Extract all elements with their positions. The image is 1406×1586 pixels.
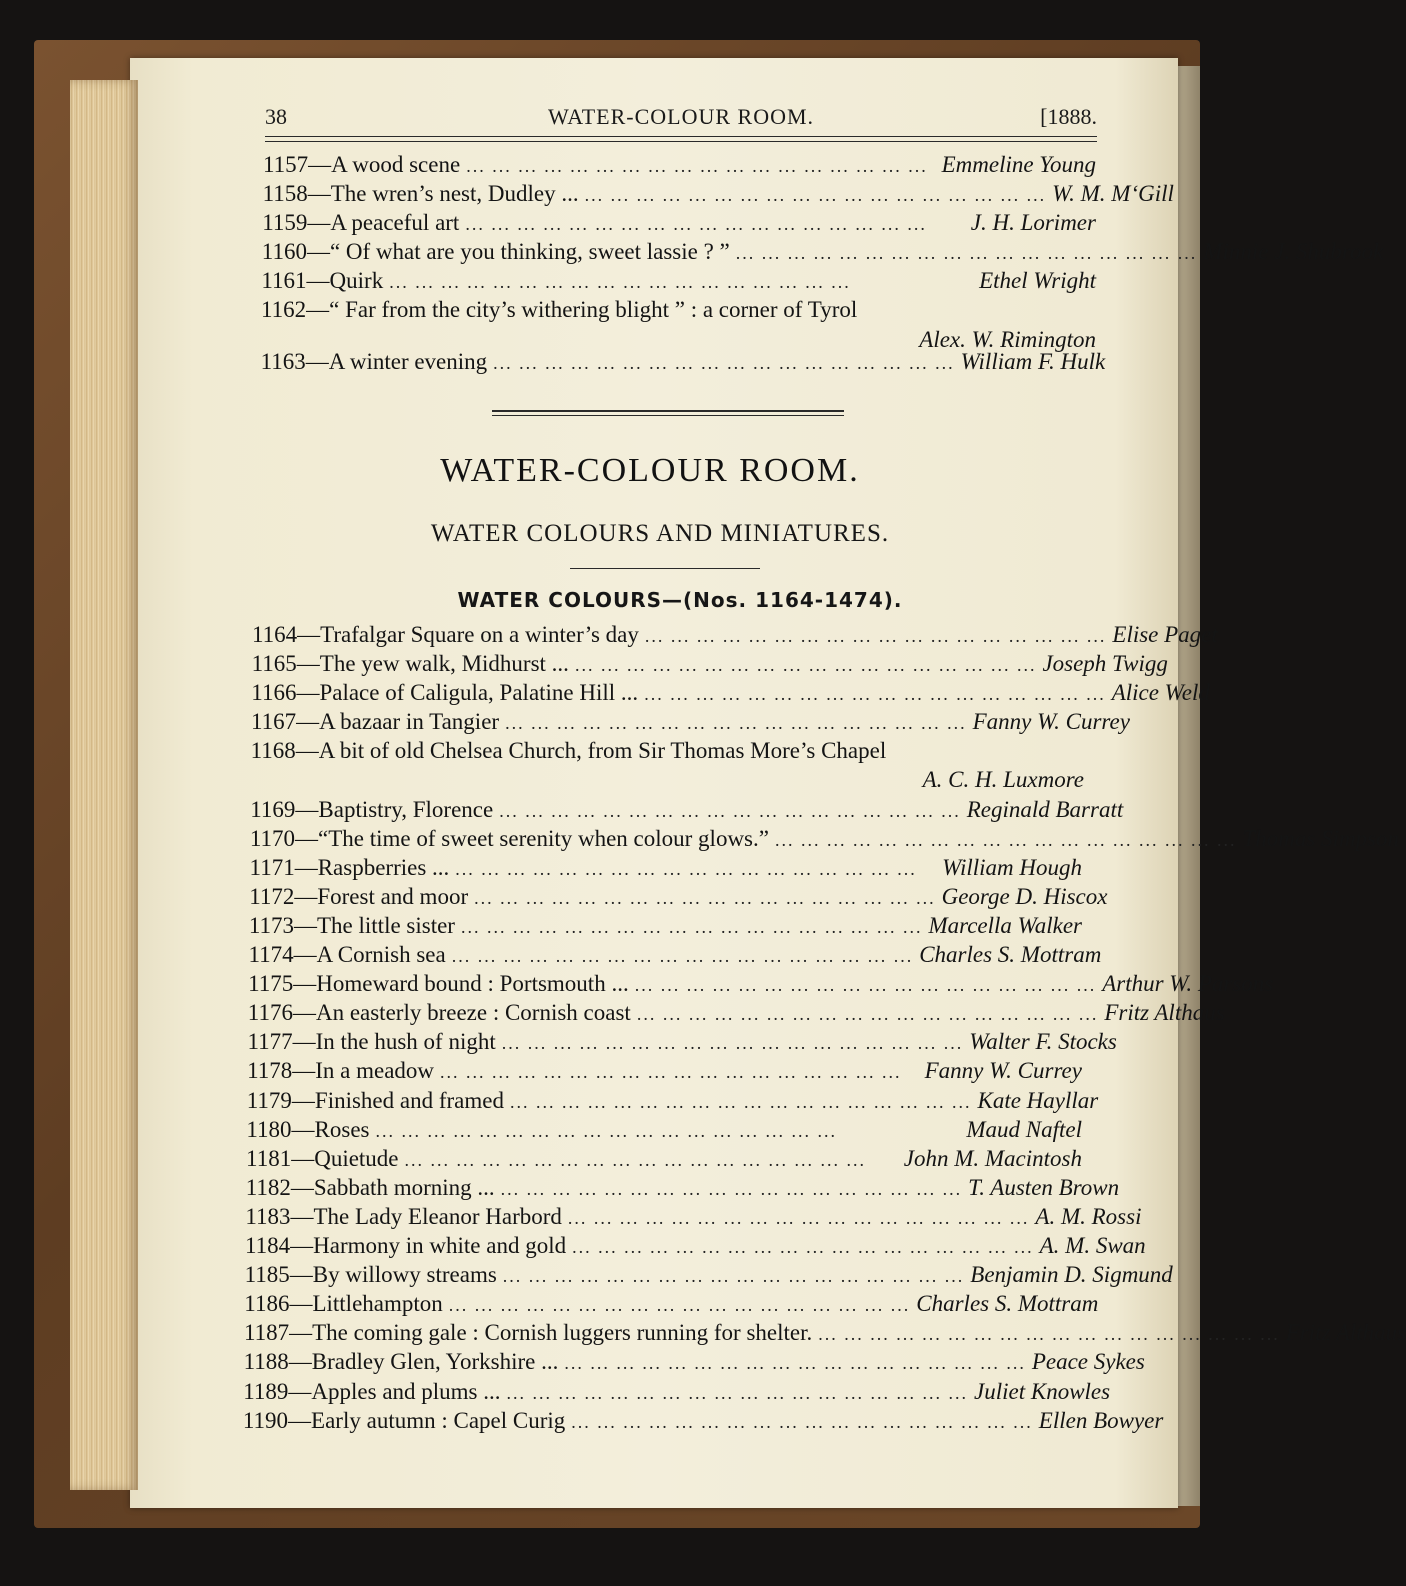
entry-artist: Elise Paget bbox=[1112, 622, 1218, 647]
entry-title: The Lady Eleanor Harbord bbox=[313, 1203, 562, 1229]
entry-dash: — bbox=[288, 1349, 312, 1375]
entry-title: The wren’s nest, Dudley ... bbox=[330, 181, 579, 206]
entry-number: 1184 bbox=[245, 1233, 291, 1258]
entry-number: 1190 bbox=[242, 1407, 289, 1433]
leader-dots: ... ... ... ... ... ... ... ... ... ... ... ... ... ... ... ... ... ... bbox=[493, 353, 955, 373]
entry-artist: Benjamin D. Sigmund bbox=[970, 1262, 1173, 1288]
entry-title: Baptistry, Florence bbox=[318, 796, 494, 822]
entry-title: A Cornish sea bbox=[316, 942, 446, 967]
entry-number: 1178 bbox=[247, 1058, 293, 1084]
catalogue-entry bbox=[246, 1144, 1082, 1174]
entry-artist: Peace Sykes bbox=[1031, 1349, 1145, 1375]
entry-number: 1183 bbox=[245, 1203, 291, 1229]
entry-number: 1185 bbox=[244, 1262, 290, 1288]
entry-number: 1165 bbox=[251, 651, 297, 677]
entry-artist: John M. Macintosh bbox=[903, 1145, 1082, 1171]
catalogue-entry bbox=[250, 707, 1130, 737]
catalogue-entry bbox=[249, 882, 1108, 912]
entry-number: 1161 bbox=[261, 268, 307, 293]
leader-dots: ... ... ... ... ... ... ... ... ... ... ... ... ... ... ... ... ... ... bbox=[502, 1266, 965, 1287]
entry-artist: Reginald Barratt bbox=[966, 796, 1124, 822]
subtitle-rule bbox=[570, 568, 760, 569]
entry-artist: Arthur W. Parsons bbox=[1102, 971, 1274, 997]
leader-dots: ... ... ... ... ... ... ... ... ... ... ... ... ... ... ... ... ... ... bbox=[567, 1207, 1030, 1228]
leader-dots: ... ... ... ... ... ... ... ... ... ... ... ... ... ... ... ... ... ... bbox=[451, 946, 914, 966]
entry-number: 1186 bbox=[244, 1291, 290, 1317]
catalogue-entry bbox=[247, 1056, 1082, 1086]
entry-title: Homeward bound : Portsmouth ... bbox=[316, 971, 629, 997]
leader-dots: ... ... ... ... ... ... ... ... ... ... ... ... ... ... ... ... ... ... bbox=[564, 1353, 1026, 1374]
entry-dash: — bbox=[305, 349, 329, 374]
catalogue-entry bbox=[261, 266, 1096, 296]
entry-dash: — bbox=[295, 825, 319, 851]
entry-artist: Charles S. Mottram bbox=[919, 942, 1102, 967]
entry-artist: Marcella Walker bbox=[928, 912, 1082, 938]
entry-artist: William F. Hulk bbox=[960, 349, 1106, 374]
entry-artist: Ellen Bowyer bbox=[1038, 1407, 1164, 1433]
catalogue-entry bbox=[248, 969, 1274, 999]
entry-title: Trafalgar Square on a winter’s day bbox=[320, 622, 639, 647]
leader-dots: ... ... ... ... ... ... ... ... ... ... ... ... ... ... ... ... ... ... bbox=[455, 858, 917, 879]
entry-dash: — bbox=[291, 1087, 315, 1113]
catalogue-entry bbox=[247, 1027, 1117, 1057]
leader-dots: ... ... ... ... ... ... ... ... ... ... ... ... ... ... ... ... ... ... bbox=[501, 1033, 964, 1054]
entry-number: 1182 bbox=[245, 1174, 291, 1200]
catalogue-entry bbox=[243, 1347, 1145, 1377]
entry-artist: Fanny W. Currey bbox=[924, 1058, 1082, 1084]
entry-dash: — bbox=[288, 1407, 312, 1433]
entry-dash: — bbox=[307, 210, 331, 235]
entry-number: 1180 bbox=[246, 1116, 292, 1142]
catalogue-entry bbox=[244, 1289, 1099, 1319]
entry-dash: — bbox=[297, 622, 321, 647]
entry-number: 1174 bbox=[248, 942, 294, 967]
catalogue-entry bbox=[248, 940, 1102, 970]
catalogue-entry bbox=[244, 1260, 1173, 1290]
entry-title: A bazaar in Tangier bbox=[319, 709, 500, 735]
catalogue-entry bbox=[261, 237, 1384, 267]
entry-dash: — bbox=[289, 1291, 313, 1317]
catalogue-entry bbox=[249, 911, 1082, 941]
entry-dash: — bbox=[296, 680, 320, 706]
entry-artist: Ethel Wright bbox=[979, 268, 1096, 293]
entry-title: The coming gale : Cornish luggers running for shelter. bbox=[312, 1320, 813, 1346]
catalogue-entry bbox=[243, 1377, 1111, 1407]
entry-title: Apples and plums ... bbox=[311, 1378, 501, 1404]
entry-number: 1160 bbox=[261, 239, 307, 264]
catalogue-entry bbox=[246, 1086, 1099, 1116]
entry-dash: — bbox=[290, 1203, 314, 1229]
leader-dots: ... ... ... ... ... ... ... ... ... ... ... ... ... ... ... ... ... ... bbox=[448, 1295, 911, 1316]
catalogue-entry bbox=[250, 853, 1082, 883]
entry-title: Finished and framed bbox=[314, 1087, 504, 1113]
entry-number: 1189 bbox=[243, 1378, 289, 1404]
catalogue-entry bbox=[261, 295, 1096, 325]
leader-dots: ... ... ... ... ... ... ... ... ... ... ... ... ... ... ... ... ... ... bbox=[474, 887, 936, 908]
entry-artist: Thomas Simpson bbox=[1242, 825, 1400, 851]
leader-dots: ... ... ... ... ... ... ... ... ... ... ... ... ... ... ... ... ... ... bbox=[572, 1237, 1034, 1257]
entry-title: A wood scene bbox=[331, 152, 461, 177]
catalogue-entry bbox=[251, 678, 1210, 708]
entry-artist: A. M. Rossi bbox=[1035, 1203, 1142, 1229]
entry-title: Palace of Caligula, Palatine Hill ... bbox=[319, 680, 639, 706]
leader-dots: ... ... ... ... ... ... ... ... ... ... ... ... ... ... ... ... ... ... bbox=[509, 1091, 972, 1112]
entry-dash: — bbox=[295, 796, 319, 822]
leader-dots: ... ... ... ... ... ... ... ... ... ... ... ... ... ... ... ... ... ... bbox=[440, 1062, 902, 1083]
entry-number: 1158 bbox=[262, 181, 308, 206]
leader-dots: ... ... ... ... ... ... ... ... ... ... ... ... ... ... ... ... ... ... bbox=[404, 1149, 867, 1170]
entry-dash: — bbox=[307, 181, 331, 206]
entry-number: 1167 bbox=[250, 709, 297, 735]
entry-artist: Joseph Twigg bbox=[1042, 651, 1168, 677]
entry-dash: — bbox=[293, 942, 317, 967]
entry-title: Harmony in white and gold bbox=[313, 1233, 567, 1258]
entry-dash: — bbox=[308, 152, 332, 177]
entry-dash: — bbox=[306, 297, 330, 322]
entry-title: Raspberries ... bbox=[317, 854, 450, 880]
leader-dots: ... ... ... ... ... ... ... ... ... ... ... ... ... ... ... ... ... ... bbox=[375, 1120, 837, 1141]
entry-number: 1176 bbox=[247, 1000, 293, 1026]
catalogue-entry bbox=[245, 1173, 1120, 1203]
entry-dash: — bbox=[296, 651, 320, 677]
entry-dash: — bbox=[294, 883, 318, 909]
entry-title: Sabbath morning ... bbox=[313, 1174, 495, 1200]
leader-dots: ... ... ... ... ... ... ... ... ... ... ... ... ... ... ... ... ... ... bbox=[500, 1178, 963, 1199]
entry-artist: Fritz Althaus bbox=[1104, 1000, 1225, 1026]
entry-number: 1179 bbox=[246, 1087, 292, 1113]
entry-number: 1187 bbox=[243, 1320, 290, 1346]
entry-artist: Charles S. Mottram bbox=[916, 1291, 1099, 1317]
entry-dash: — bbox=[292, 1058, 316, 1084]
entry-number: 1173 bbox=[248, 912, 294, 938]
leader-dots: ... ... ... ... ... ... ... ... ... ... ... ... ... ... ... ... ... ... bbox=[571, 1411, 1033, 1432]
entry-dash: — bbox=[292, 1000, 316, 1026]
catalogue-entry bbox=[246, 1115, 1082, 1145]
leader-dots: ... ... ... ... ... ... ... ... ... ... ... ... ... ... ... ... ... ... bbox=[634, 975, 1097, 996]
entry-artist: Minnie J. Shubrook bbox=[1203, 239, 1384, 264]
entry-title: Bradley Glen, Yorkshire ... bbox=[311, 1349, 559, 1375]
entry-dash: — bbox=[291, 1145, 315, 1171]
catalogue-entry bbox=[251, 649, 1168, 679]
section-sub-subtitle: WATER COLOURS—(Nos. 1164-1474). bbox=[457, 588, 903, 612]
entry-dash: — bbox=[292, 1029, 316, 1055]
catalogue-entry bbox=[263, 150, 1096, 180]
leader-dots: ... ... ... ... ... ... ... ... ... ... ... ... ... ... ... ... ... ... bbox=[644, 626, 1107, 646]
entry-1162-artist: Alex. W. Rimington bbox=[919, 327, 1096, 352]
section-rule-double-b bbox=[492, 415, 844, 416]
entry-artist: George D. Hiscox bbox=[941, 883, 1108, 909]
entry-title: An easterly breeze : Cornish coast bbox=[315, 1000, 631, 1026]
leader-dots: ... ... ... ... ... ... ... ... ... ... ... ... ... ... ... ... ... ... bbox=[499, 800, 961, 821]
entry-artist: Emmeline Young bbox=[941, 152, 1096, 177]
entry-dash: — bbox=[290, 1233, 314, 1258]
entry-dash: — bbox=[288, 1378, 312, 1404]
entry-artist: T. Austen Brown bbox=[968, 1174, 1120, 1200]
leader-dots: ... ... ... ... ... ... ... ... ... ... ... ... ... ... ... ... ... ... bbox=[584, 185, 1047, 205]
entry-number: 1181 bbox=[246, 1145, 292, 1171]
leader-dots: ... ... ... ... ... ... ... ... ... ... ... ... ... ... ... ... ... ... bbox=[506, 1382, 969, 1403]
page-number: 38 bbox=[265, 104, 287, 129]
entry-dash: — bbox=[289, 1262, 313, 1288]
leader-dots: ... ... ... ... ... ... ... ... ... ... ... ... ... ... ... ... ... ... bbox=[644, 684, 1106, 705]
entry-title: “ Far from the city’s withering blight ” : a corner of Tyrol bbox=[329, 297, 858, 322]
leader-dots: ... ... ... ... ... ... ... ... ... ... ... ... ... ... ... ... ... ... bbox=[465, 214, 927, 234]
leader-dots: ... ... ... ... ... ... ... ... ... ... ... ... ... ... ... ... ... ... bbox=[466, 156, 928, 176]
catalogue-entry bbox=[262, 179, 1174, 209]
entry-artist: Fritz Althaus bbox=[1285, 1320, 1406, 1346]
entry-number: 1157 bbox=[263, 152, 309, 177]
entry-dash: — bbox=[289, 1320, 313, 1346]
leader-dots: ... ... ... ... ... ... ... ... ... ... ... ... ... ... ... ... ... ... bbox=[460, 916, 923, 937]
entry-number: 1159 bbox=[262, 210, 308, 235]
entry-1168-artist: A. C. H. Luxmore bbox=[922, 767, 1084, 792]
entry-number: 1166 bbox=[251, 680, 297, 706]
entry-title: Quietude bbox=[314, 1145, 399, 1171]
entry-artist: Maud Naftel bbox=[966, 1116, 1082, 1142]
entry-dash: — bbox=[296, 709, 320, 735]
catalogue-entry bbox=[242, 1406, 1164, 1436]
entry-title: Early autumn : Capel Curig bbox=[311, 1407, 566, 1433]
entry-dash: — bbox=[295, 738, 319, 764]
entry-dash: — bbox=[291, 1116, 315, 1142]
section-title: WATER-COLOUR ROOM. bbox=[440, 452, 860, 489]
entry-title: A peaceful art bbox=[330, 210, 460, 235]
entry-artist: Fanny W. Currey bbox=[972, 709, 1130, 735]
catalogue-entry bbox=[262, 208, 1096, 238]
entry-title: Roses bbox=[314, 1116, 370, 1142]
catalogue-entry bbox=[243, 1318, 1406, 1348]
entry-number: 1162 bbox=[261, 297, 307, 322]
leader-dots: ... ... ... ... ... ... ... ... ... ... ... ... ... ... ... ... ... ... bbox=[389, 272, 851, 292]
entry-title: The yew walk, Midhurst ... bbox=[319, 651, 569, 677]
entry-artist: J. H. Lorimer bbox=[970, 210, 1096, 235]
entry-title: “The time of sweet serenity when colour glows.” bbox=[318, 825, 769, 851]
section-subtitle: WATER COLOURS AND MINIATURES. bbox=[430, 520, 890, 547]
entry-number: 1169 bbox=[250, 796, 296, 822]
leader-dots: ... ... ... ... ... ... ... ... ... ... ... ... ... ... ... ... ... ... bbox=[818, 1324, 1280, 1345]
catalogue-entry bbox=[251, 736, 1082, 766]
catalogue-entry bbox=[252, 620, 1218, 650]
entry-title: Littlehampton bbox=[312, 1291, 443, 1317]
entry-dash: — bbox=[306, 239, 330, 264]
entry-dash: — bbox=[294, 854, 318, 880]
entry-artist: A. M. Swan bbox=[1039, 1233, 1146, 1258]
entry-number: 1171 bbox=[249, 854, 295, 880]
entry-number: 1168 bbox=[250, 738, 296, 764]
entry-number: 1163 bbox=[260, 349, 306, 374]
entry-artist: W. M. M‘Gill bbox=[1052, 181, 1174, 206]
leader-dots: ... ... ... ... ... ... ... ... ... ... ... ... ... ... ... ... ... ... bbox=[505, 713, 967, 734]
catalogue-entry bbox=[245, 1202, 1142, 1232]
entry-number: 1170 bbox=[249, 825, 296, 851]
catalogue-entry bbox=[247, 998, 1225, 1028]
entry-number: 1177 bbox=[247, 1029, 293, 1055]
entry-artist: Alice Weld bbox=[1111, 680, 1210, 706]
catalogue-entry bbox=[250, 795, 1124, 825]
leader-dots: ... ... ... ... ... ... ... ... ... ... ... ... ... ... ... ... ... ... bbox=[774, 829, 1237, 850]
leader-dots: ... ... ... ... ... ... ... ... ... ... ... ... ... ... ... ... ... ... bbox=[636, 1004, 1099, 1025]
entry-title: “ Of what are you thinking, sweet lassie ? ” bbox=[329, 239, 730, 264]
entry-artist: Juliet Knowles bbox=[974, 1378, 1111, 1404]
entry-artist: William Hough bbox=[942, 854, 1082, 880]
entry-title: Quirk bbox=[329, 268, 384, 293]
entry-artist: Walter F. Stocks bbox=[969, 1029, 1117, 1055]
entry-title: In the hush of night bbox=[315, 1029, 496, 1055]
entry-artist: Kate Hayllar bbox=[977, 1087, 1099, 1113]
running-title: WATER-COLOUR ROOM. bbox=[547, 104, 815, 129]
leader-dots: ... ... ... ... ... ... ... ... ... ... ... ... ... ... ... ... ... ... bbox=[574, 655, 1037, 676]
entry-number: 1164 bbox=[252, 622, 298, 647]
entry-title: Forest and moor bbox=[317, 883, 469, 909]
year-mark: [1888. bbox=[1040, 104, 1097, 129]
entry-title: By willowy streams bbox=[312, 1262, 497, 1288]
catalogue-entry bbox=[245, 1231, 1146, 1261]
entry-title: The little sister bbox=[317, 912, 455, 938]
leader-dots: ... ... ... ... ... ... ... ... ... ... ... ... ... ... ... ... ... ... bbox=[735, 243, 1198, 263]
entry-number: 1188 bbox=[243, 1349, 289, 1375]
entry-title: A bit of old Chelsea Church, from Sir Thomas More’s Chapel bbox=[318, 738, 887, 764]
entry-title: In a meadow bbox=[315, 1058, 435, 1084]
entry-number: 1175 bbox=[248, 971, 294, 997]
entry-dash: — bbox=[294, 912, 317, 938]
entry-dash: — bbox=[290, 1174, 314, 1200]
section-rule-double bbox=[492, 410, 844, 412]
entry-dash: — bbox=[293, 971, 317, 997]
catalogue-entry bbox=[249, 824, 1400, 854]
entry-number: 1172 bbox=[249, 883, 295, 909]
entry-dash: — bbox=[306, 268, 330, 293]
entry-title: A winter evening bbox=[328, 349, 488, 374]
